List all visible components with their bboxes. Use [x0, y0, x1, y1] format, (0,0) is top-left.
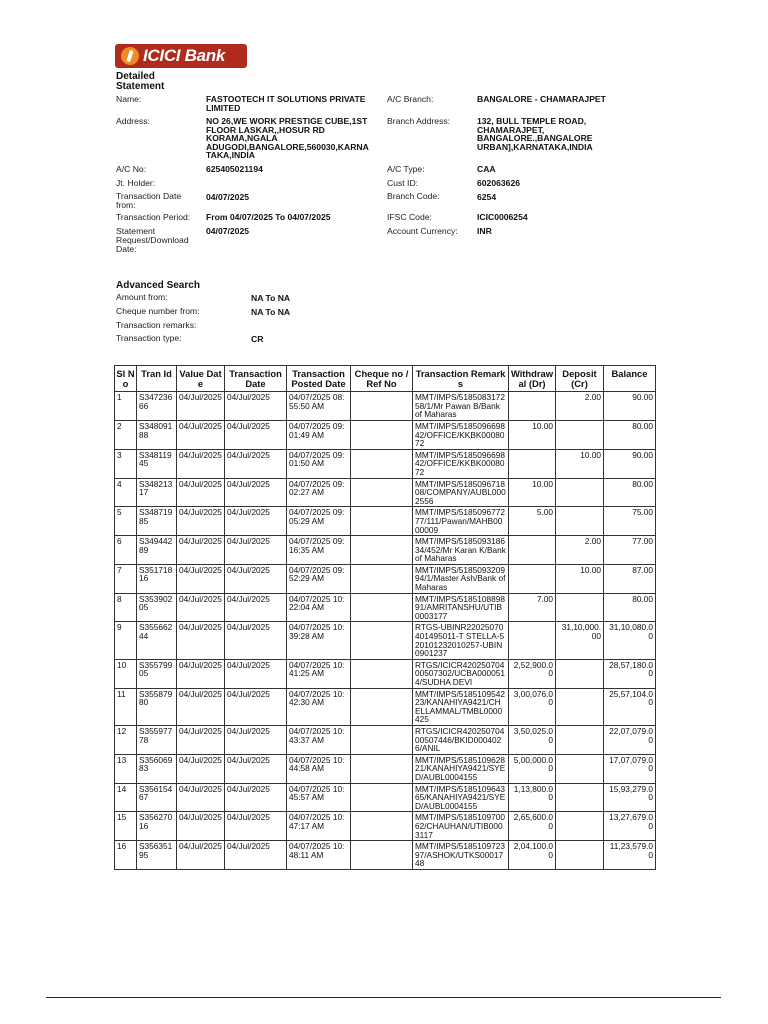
cell-posted-date: 04/07/2025 09:16:35 AM [287, 536, 351, 565]
cell-transaction-date: 04/Jul/2025 [225, 478, 287, 507]
cell-remarks: MMT/IMPS/518509320994/1/Master Ash/Bank of Maharas [413, 564, 509, 593]
cell-sl-no: 14 [115, 783, 137, 812]
cell-deposit: 10.00 [556, 564, 604, 593]
cell-tran-id: S35171816 [137, 564, 177, 593]
cell-tran-id: S35615467 [137, 783, 177, 812]
cell-transaction-date: 04/Jul/2025 [225, 725, 287, 754]
statement-download-date-value: 04/07/2025 [206, 226, 250, 236]
amount-from-label: Amount from: [116, 292, 168, 302]
name-value: FASTOOTECH IT SOLUTIONS PRIVATE LIMITED [206, 94, 366, 113]
transaction-period-label: Transaction Period: [116, 212, 191, 222]
cell-posted-date: 04/07/2025 10:22:04 AM [287, 593, 351, 622]
icici-logo-icon [121, 47, 139, 65]
header-withdrawal: Withdrawal (Dr) [509, 366, 556, 392]
cell-deposit [556, 688, 604, 725]
table-row [115, 536, 656, 565]
amount-from-value: NA To NA [251, 293, 291, 303]
cell-value-date: 04/Jul/2025 [177, 754, 225, 783]
cell-balance: 75.00 [604, 507, 656, 536]
cell-sl-no: 11 [115, 688, 137, 725]
footer-divider [46, 997, 721, 998]
cell-deposit [556, 725, 604, 754]
cell-balance: 90.00 [604, 392, 656, 421]
cheque-from-value: NA To NA [251, 307, 291, 317]
header-cheque-ref: Cheque no / Ref No [351, 366, 413, 392]
cell-deposit [556, 754, 604, 783]
header-remarks: Transaction Remarks [413, 366, 509, 392]
cell-withdrawal: 10.00 [509, 478, 556, 507]
branch-label: A/C Branch: [387, 94, 434, 104]
cell-remarks: MMT/IMPS/518509671808/COMPANY/AUBL0002556 [413, 478, 509, 507]
cell-sl-no: 15 [115, 812, 137, 841]
table-row [115, 841, 656, 870]
cheque-from-label: Cheque number from: [116, 306, 200, 316]
cell-transaction-date: 04/Jul/2025 [225, 688, 287, 725]
cell-withdrawal [509, 536, 556, 565]
ifsc-value: ICIC0006254 [477, 212, 528, 222]
transaction-type-value: CR [251, 334, 264, 344]
joint-holder-label: Jt. Holder: [116, 178, 156, 188]
cell-balance: 80.00 [604, 478, 656, 507]
cell-deposit [556, 841, 604, 870]
ifsc-label: IFSC Code: [387, 212, 432, 222]
cell-withdrawal [509, 449, 556, 478]
transaction-period-value: From 04/07/2025 To 04/07/2025 [206, 212, 331, 222]
cell-value-date: 04/Jul/2025 [177, 449, 225, 478]
cell-value-date: 04/Jul/2025 [177, 783, 225, 812]
cell-transaction-date: 04/Jul/2025 [225, 536, 287, 565]
cell-posted-date: 04/07/2025 10:42:30 AM [287, 688, 351, 725]
currency-value: INR [477, 226, 492, 236]
address-label: Address: [116, 116, 150, 126]
cell-posted-date: 04/07/2025 09:01:50 AM [287, 449, 351, 478]
cell-sl-no: 5 [115, 507, 137, 536]
cell-tran-id: S35587980 [137, 688, 177, 725]
cell-cheque-ref [351, 536, 413, 565]
branch-code-label: Branch Code: [387, 191, 440, 201]
cell-transaction-date: 04/Jul/2025 [225, 783, 287, 812]
header-deposit: Deposit (Cr) [556, 366, 604, 392]
cell-balance: 28,57,180.00 [604, 659, 656, 688]
transactions-table [114, 365, 656, 870]
branch-value: BANGALORE - CHAMARAJPET [477, 94, 606, 104]
cell-remarks: MMT/IMPS/518509669842/OFFICE/KKBK0008072 [413, 449, 509, 478]
cell-balance: 90.00 [604, 449, 656, 478]
bank-name: ICICI Bank [143, 46, 226, 65]
cell-withdrawal: 3,50,025.00 [509, 725, 556, 754]
cell-deposit [556, 812, 604, 841]
cell-deposit [556, 507, 604, 536]
transaction-type-label: Transaction type: [116, 333, 182, 343]
table-row [115, 754, 656, 783]
table-row [115, 783, 656, 812]
branch-code-value: 6254 [477, 192, 497, 202]
cell-balance: 80.00 [604, 593, 656, 622]
cell-sl-no: 3 [115, 449, 137, 478]
cust-id-label: Cust ID: [387, 178, 419, 188]
cell-deposit [556, 478, 604, 507]
cell-value-date: 04/Jul/2025 [177, 622, 225, 659]
cell-withdrawal: 1,13,800.00 [509, 783, 556, 812]
cell-remarks: RTGS-UBINR22025070401495011-T STELLA-520101232010257-UBIN0901237 [413, 622, 509, 659]
cell-cheque-ref [351, 593, 413, 622]
account-type-value: CAA [477, 164, 496, 174]
cell-balance: 22,07,079.00 [604, 725, 656, 754]
header-posted-date: Transaction Posted Date [287, 366, 351, 392]
header-value-date: Value Date [177, 366, 225, 392]
cell-transaction-date: 04/Jul/2025 [225, 659, 287, 688]
cell-value-date: 04/Jul/2025 [177, 507, 225, 536]
cell-cheque-ref [351, 564, 413, 593]
cell-cheque-ref [351, 659, 413, 688]
header-transaction-date: Transaction Date [225, 366, 287, 392]
table-row [115, 392, 656, 421]
cell-sl-no: 4 [115, 478, 137, 507]
cell-deposit: 10.00 [556, 449, 604, 478]
cell-withdrawal: 5.00 [509, 507, 556, 536]
cell-posted-date: 04/07/2025 09:02:27 AM [287, 478, 351, 507]
remarks-label: Transaction remarks: [116, 320, 197, 330]
table-row [115, 420, 656, 449]
table-row [115, 507, 656, 536]
cell-tran-id: S35390205 [137, 593, 177, 622]
cell-tran-id: S34944289 [137, 536, 177, 565]
cell-transaction-date: 04/Jul/2025 [225, 754, 287, 783]
table-row [115, 564, 656, 593]
transaction-date-from-label: Transaction Date from: [116, 191, 182, 210]
cell-value-date: 04/Jul/2025 [177, 593, 225, 622]
cell-remarks: MMT/IMPS/518509669842/OFFICE/KKBK0008072 [413, 420, 509, 449]
cell-value-date: 04/Jul/2025 [177, 564, 225, 593]
cell-deposit [556, 593, 604, 622]
cell-sl-no: 2 [115, 420, 137, 449]
cell-balance: 31,10,080.00 [604, 622, 656, 659]
cell-deposit [556, 420, 604, 449]
cell-withdrawal [509, 622, 556, 659]
cell-withdrawal: 2,52,900.00 [509, 659, 556, 688]
header-tran-id: Tran Id [137, 366, 177, 392]
cell-cheque-ref [351, 783, 413, 812]
cell-cheque-ref [351, 812, 413, 841]
cell-posted-date: 04/07/2025 09:52:29 AM [287, 564, 351, 593]
cell-posted-date: 04/07/2025 10:43:37 AM [287, 725, 351, 754]
cell-posted-date: 04/07/2025 10:45:57 AM [287, 783, 351, 812]
cell-cheque-ref [351, 688, 413, 725]
transaction-date-from-value: 04/07/2025 [206, 192, 250, 202]
cell-cheque-ref [351, 449, 413, 478]
cell-transaction-date: 04/Jul/2025 [225, 392, 287, 421]
cell-deposit: 2.00 [556, 392, 604, 421]
cell-transaction-date: 04/Jul/2025 [225, 420, 287, 449]
table-row [115, 449, 656, 478]
table-row [115, 593, 656, 622]
cell-sl-no: 12 [115, 725, 137, 754]
cell-cheque-ref [351, 507, 413, 536]
currency-label: Account Currency: [387, 226, 458, 236]
cell-transaction-date: 04/Jul/2025 [225, 564, 287, 593]
cell-remarks: MMT/IMPS/518510954223/KANAHIYA9421/CHELLAMMAL/TMBL0000425 [413, 688, 509, 725]
cell-deposit: 31,10,000.00 [556, 622, 604, 659]
page-title: Detailed Statement [116, 71, 165, 92]
cell-withdrawal [509, 392, 556, 421]
cell-transaction-date: 04/Jul/2025 [225, 622, 287, 659]
cell-withdrawal: 10.00 [509, 420, 556, 449]
cell-tran-id: S34809188 [137, 420, 177, 449]
cell-posted-date: 04/07/2025 09:01:49 AM [287, 420, 351, 449]
table-row [115, 478, 656, 507]
cell-tran-id: S35635195 [137, 841, 177, 870]
cell-sl-no: 9 [115, 622, 137, 659]
cust-id-value: 602063626 [477, 178, 521, 188]
cell-value-date: 04/Jul/2025 [177, 659, 225, 688]
cell-sl-no: 10 [115, 659, 137, 688]
cell-value-date: 04/Jul/2025 [177, 812, 225, 841]
cell-tran-id: S34821317 [137, 478, 177, 507]
table-row [115, 688, 656, 725]
branch-address-value: 132, BULL TEMPLE ROAD, CHAMARAJPET, BANGALORE.,BANGALORE URBAN],KARNATAKA,INDIA [477, 116, 593, 152]
cell-tran-id: S35606983 [137, 754, 177, 783]
cell-value-date: 04/Jul/2025 [177, 420, 225, 449]
address-value: NO 26,WE WORK PRESTIGE CUBE,1ST FLOOR LASKAR,,HOSUR RD KORAMA,NGALA ADUGODI,BANGALORE,560030,KARNA TAKA,INDIA [206, 116, 369, 161]
cell-remarks: MMT/IMPS/518510970062/CHAUHAN/UTIB0003117 [413, 812, 509, 841]
cell-transaction-date: 04/Jul/2025 [225, 507, 287, 536]
cell-posted-date: 04/07/2025 09:05:29 AM [287, 507, 351, 536]
cell-remarks: MMT/IMPS/518510889891/AMRITANSHU/UTIB0003177 [413, 593, 509, 622]
advanced-search-title: Advanced Search [116, 280, 200, 291]
cell-remarks: MMT/IMPS/518508317258/1/Mr Pawan B/Bank of Maharas [413, 392, 509, 421]
cell-transaction-date: 04/Jul/2025 [225, 593, 287, 622]
cell-value-date: 04/Jul/2025 [177, 536, 225, 565]
cell-tran-id: S35597778 [137, 725, 177, 754]
table-header-row [115, 366, 656, 392]
cell-sl-no: 13 [115, 754, 137, 783]
cell-sl-no: 7 [115, 564, 137, 593]
table-row [115, 812, 656, 841]
cell-remarks: RTGS/ICICR42025070400507302/UCBA0000514/SUDHA DEVI [413, 659, 509, 688]
cell-cheque-ref [351, 478, 413, 507]
cell-value-date: 04/Jul/2025 [177, 478, 225, 507]
cell-tran-id: S34723666 [137, 392, 177, 421]
cell-value-date: 04/Jul/2025 [177, 392, 225, 421]
cell-posted-date: 04/07/2025 10:44:58 AM [287, 754, 351, 783]
cell-balance: 17,07,079.00 [604, 754, 656, 783]
cell-deposit [556, 659, 604, 688]
cell-remarks: RTGS/ICICR42025070400507446/BKID0004026/ANIL [413, 725, 509, 754]
account-type-label: A/C Type: [387, 164, 425, 174]
cell-posted-date: 04/07/2025 10:47:17 AM [287, 812, 351, 841]
cell-balance: 80.00 [604, 420, 656, 449]
header-sl-no: Sl No [115, 366, 137, 392]
cell-tran-id: S34811945 [137, 449, 177, 478]
cell-balance: 77.00 [604, 536, 656, 565]
cell-balance: 87.00 [604, 564, 656, 593]
cell-deposit [556, 783, 604, 812]
statement-download-date-label: Statement Request/Download Date: [116, 226, 189, 254]
header-balance: Balance [604, 366, 656, 392]
cell-value-date: 04/Jul/2025 [177, 841, 225, 870]
cell-transaction-date: 04/Jul/2025 [225, 841, 287, 870]
cell-balance: 11,23,579.00 [604, 841, 656, 870]
cell-withdrawal: 2,04,100.00 [509, 841, 556, 870]
cell-posted-date: 04/07/2025 10:41:25 AM [287, 659, 351, 688]
cell-remarks: MMT/IMPS/518510964365/KANAHIYA9421/SYED/AUBL0004155 [413, 783, 509, 812]
cell-posted-date: 04/07/2025 10:39:28 AM [287, 622, 351, 659]
cell-transaction-date: 04/Jul/2025 [225, 812, 287, 841]
table-row [115, 659, 656, 688]
table-row [115, 725, 656, 754]
cell-cheque-ref [351, 622, 413, 659]
icici-bank-logo [115, 44, 247, 68]
table-row [115, 622, 656, 659]
account-number-value: 625405021194 [206, 164, 263, 174]
branch-address-label: Branch Address: [387, 116, 451, 126]
cell-posted-date: 04/07/2025 08:55:50 AM [287, 392, 351, 421]
cell-balance: 25,57,104.00 [604, 688, 656, 725]
cell-withdrawal [509, 564, 556, 593]
cell-remarks: MMT/IMPS/518510972397/ASHOK/UTKS0001748 [413, 841, 509, 870]
cell-tran-id: S35579905 [137, 659, 177, 688]
cell-cheque-ref [351, 420, 413, 449]
name-label: Name: [116, 94, 142, 104]
cell-withdrawal: 5,00,000.00 [509, 754, 556, 783]
cell-withdrawal: 3,00,076.00 [509, 688, 556, 725]
cell-cheque-ref [351, 392, 413, 421]
cell-remarks: MMT/IMPS/518510962821/KANAHIYA9421/SYED/AUBL0004155 [413, 754, 509, 783]
cell-sl-no: 8 [115, 593, 137, 622]
cell-sl-no: 16 [115, 841, 137, 870]
cell-balance: 15,93,279.00 [604, 783, 656, 812]
cell-cheque-ref [351, 725, 413, 754]
cell-posted-date: 04/07/2025 10:48:11 AM [287, 841, 351, 870]
cell-cheque-ref [351, 841, 413, 870]
cell-sl-no: 1 [115, 392, 137, 421]
cell-deposit: 2.00 [556, 536, 604, 565]
cell-value-date: 04/Jul/2025 [177, 688, 225, 725]
cell-value-date: 04/Jul/2025 [177, 725, 225, 754]
cell-tran-id: S35566244 [137, 622, 177, 659]
cell-balance: 13,27,679.00 [604, 812, 656, 841]
cell-transaction-date: 04/Jul/2025 [225, 449, 287, 478]
cell-tran-id: S35627016 [137, 812, 177, 841]
cell-withdrawal: 7.00 [509, 593, 556, 622]
cell-remarks: MMT/IMPS/518509677277/111/Pawan/MAHB0000009 [413, 507, 509, 536]
cell-cheque-ref [351, 754, 413, 783]
account-number-label: A/C No: [116, 164, 147, 174]
cell-tran-id: S34871985 [137, 507, 177, 536]
cell-sl-no: 6 [115, 536, 137, 565]
cell-withdrawal: 2,65,600.00 [509, 812, 556, 841]
cell-remarks: MMT/IMPS/518509318634/452/Mr Karan K/Bank of Maharas [413, 536, 509, 565]
